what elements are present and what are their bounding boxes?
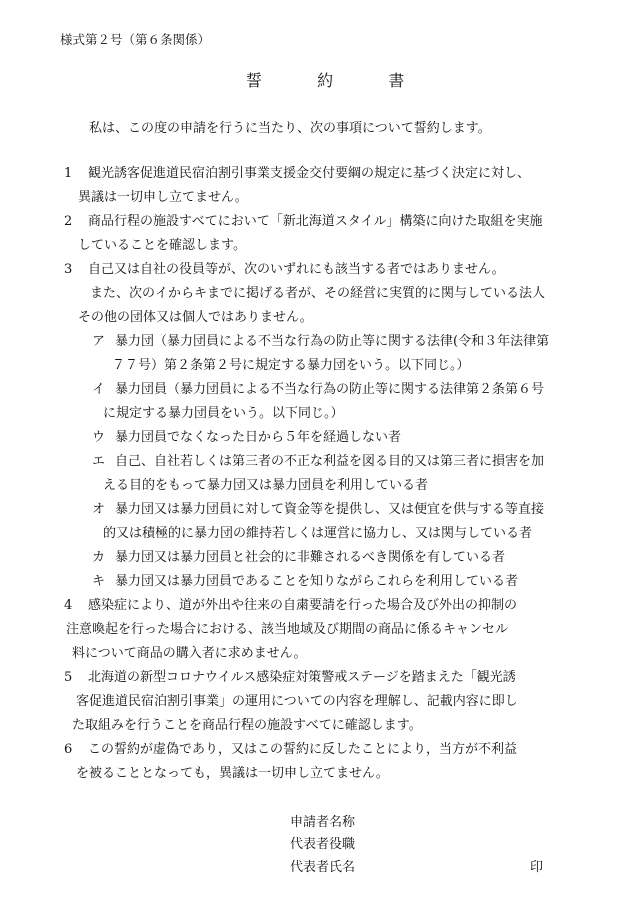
title-char-1: 誓 — [246, 71, 263, 90]
item-number: 1 — [64, 166, 73, 181]
subitem-mark: ア — [92, 334, 106, 349]
item-line: 北海道の新型コロナウイルス感染症対策警戒ステージを踏まえた「観光誘 — [88, 670, 516, 685]
applicant-name-label: 申請者名称 — [290, 815, 356, 830]
subitem-mark: オ — [92, 502, 106, 517]
item-line: 異議は一切申し立てません。 — [78, 190, 248, 205]
intro-text: 私は、この度の申請を行うに当たり、次の事項について誓約します。 — [89, 121, 491, 136]
representative-title-label: 代表者役職 — [290, 837, 356, 852]
item-line: 観光誘客促進道民宿泊割引事業支援金交付要綱の規定に基づく決定に対し、 — [88, 166, 531, 181]
subitem-line: 的又は積極的に暴力団の維持若しくは運営に協力し、又は関与している者 — [103, 526, 533, 541]
item-number: 6 — [64, 742, 73, 757]
seal-mark: 印 — [530, 860, 544, 875]
subitem-line: 暴力団員（暴力団員による不当な行為の防止等に関する法律第２条第６号 — [115, 382, 545, 397]
subitem-line: 暴力団（暴力団員による不当な行為の防止等に関する法律(令和３年法律第 — [115, 334, 550, 349]
subitem-line: に規定する暴力団員をいう。以下同じ。） — [103, 406, 344, 421]
subitem-line: 暴力団又は暴力団員に対して資金等を提供し、又は便宜を供与する等直接 — [115, 502, 545, 517]
document-title — [246, 73, 404, 89]
subitem-line: ７７号）第２条第２号に規定する暴力団をいう。以下同じ。） — [112, 358, 470, 373]
subitem-mark: カ — [92, 550, 106, 565]
subitem-mark: エ — [92, 454, 106, 469]
form-number: 様式第２号（第６条関係） — [60, 32, 211, 47]
item-line: た取組みを行うことを商品行程の施設すべてに確認します。 — [72, 718, 422, 733]
subitem-mark: イ — [92, 382, 106, 397]
subitem-line: 暴力団又は暴力団員と社会的に非難されるべき関係を有している者 — [115, 550, 506, 565]
subitem-line: 暴力団員でなくなった日から５年を経過しない者 — [115, 430, 402, 445]
item-line: その他の団体又は個人ではありません。 — [78, 310, 313, 325]
item-number: 3 — [64, 262, 73, 277]
subitem-line: 暴力団又は暴力団員であることを知りながらこれらを利用している者 — [115, 574, 519, 589]
item-line: 商品行程の施設すべてにおいて「新北海道スタイル」構築に向けた取組を実施 — [88, 214, 543, 229]
subitem-mark: キ — [92, 574, 106, 589]
item-number: 2 — [64, 214, 73, 229]
item-number: 4 — [64, 598, 73, 613]
subitem-line: 自己、自社若しくは第三者の不正な利益を図る目的又は第三者に損害を加 — [115, 454, 545, 469]
title-char-2: 約 — [317, 71, 334, 90]
item-number: 5 — [64, 670, 73, 685]
title-char-3: 書 — [388, 71, 405, 90]
item-line: 感染症により、道が外出や往来の自粛要請を行った場合及び外出の抑制の — [88, 598, 518, 613]
item-line: 注意喚起を行った場合における、該当地域及び期間の商品に係るキャンセル — [66, 622, 509, 637]
item-line: していることを確認します。 — [78, 238, 246, 253]
subitem-line: える目的をもって暴力団又は暴力団員を利用している者 — [103, 478, 429, 493]
item-line: また、次のイからキまでに掲げる者が、その経営に実質的に関与している法人 — [90, 286, 546, 301]
representative-name-label: 代表者氏名 — [290, 860, 356, 875]
item-line: 客促進道民宿泊割引事業」の運用についての内容を理解し、記載内容に即し — [76, 694, 518, 709]
item-line: この誓約が虚偽であり，又はこの誓約に反したことにより，当方が不利益 — [88, 742, 518, 757]
item-line: を被ることとなっても，異議は一切申し立てません。 — [76, 766, 389, 781]
item-line: 料について商品の購入者に求めません。 — [72, 646, 307, 661]
subitem-mark: ウ — [92, 430, 106, 445]
item-line: 自己又は自社の役員等が、次のいずれにも該当する者ではありません。 — [88, 262, 505, 277]
